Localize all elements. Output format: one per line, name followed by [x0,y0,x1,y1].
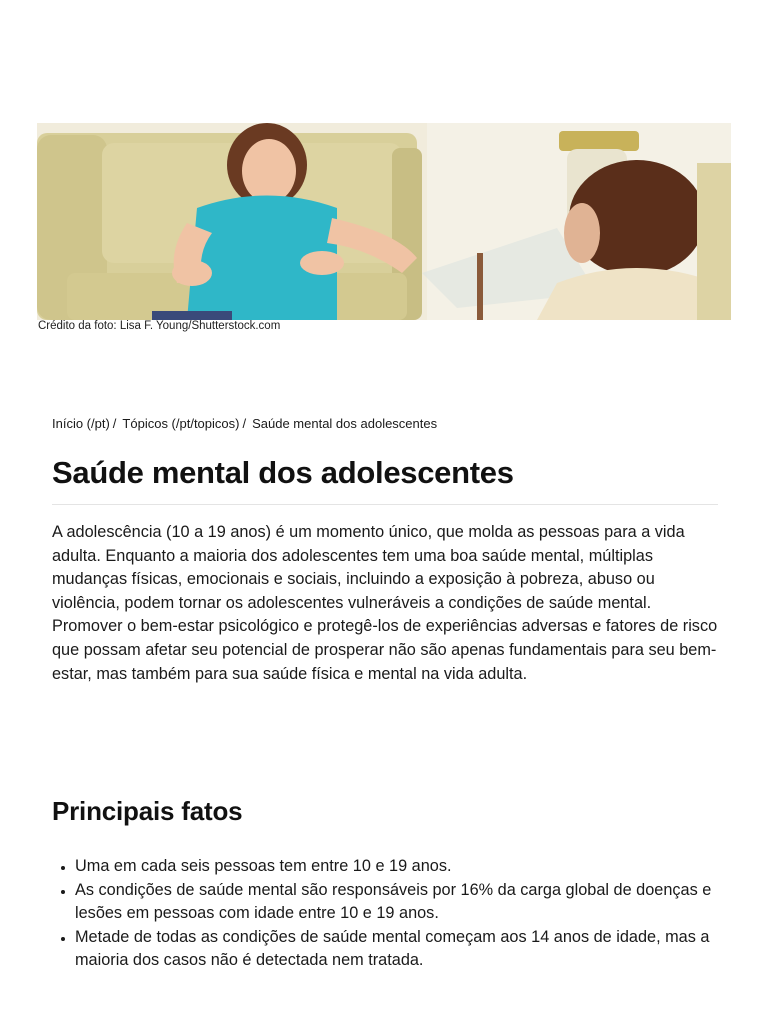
breadcrumb-separator: / [112,416,117,431]
breadcrumb-topics-link[interactable]: Tópicos (/pt/topicos) [122,416,240,431]
list-item: • As condições de saúde mental são responsáveis por 16% da carga global de doenças e lesões em pessoas com idade entre 10 e 19 anos. [75,879,735,926]
list-item: • Uma em cada seis pessoas tem entre 10 e 19 anos. [75,855,735,879]
breadcrumb-current: Saúde mental dos adolescentes [252,416,438,431]
list-item: • Metade de todas as condições de saúde mental começam aos 14 anos de idade, mas a maioria dos casos não é detectada nem tratada. [75,926,735,973]
breadcrumb-home-link[interactable]: Início (/pt) [52,416,110,431]
title-divider [52,504,718,505]
hero-image [37,123,731,320]
breadcrumb [52,416,437,431]
page-title: Saúde mental dos adolescentes [52,455,514,490]
intro-paragraph: A adolescência (10 a 19 anos) é um momento único, que molda as pessoas para a vida adulta. Enquanto a maioria dos adolescentes tem uma boa saúde mental, múltiplas mudanças físicas, emocionais e sociais, incluindo a exposição à pobreza, abuso ou violência, podem tornar os adolescentes vulneráveis a condições de saúde mental. Promover o bem-estar psicológico e protegê-los de experiências adversas e fatores de risco que possam afetar seu potencial de prosperar não são apenas fundamentais para seu bem-estar, mas também para sua saúde física e mental na vida adulta. [52,523,718,683]
key-facts-title: Principais fatos [52,796,243,826]
key-facts-list [52,855,735,973]
photo-credit: Crédito da foto: Lisa F. Young/Shutterstock.com [38,320,281,332]
breadcrumb-separator: / [242,416,247,431]
photo-teen-counseling-icon [37,123,731,320]
